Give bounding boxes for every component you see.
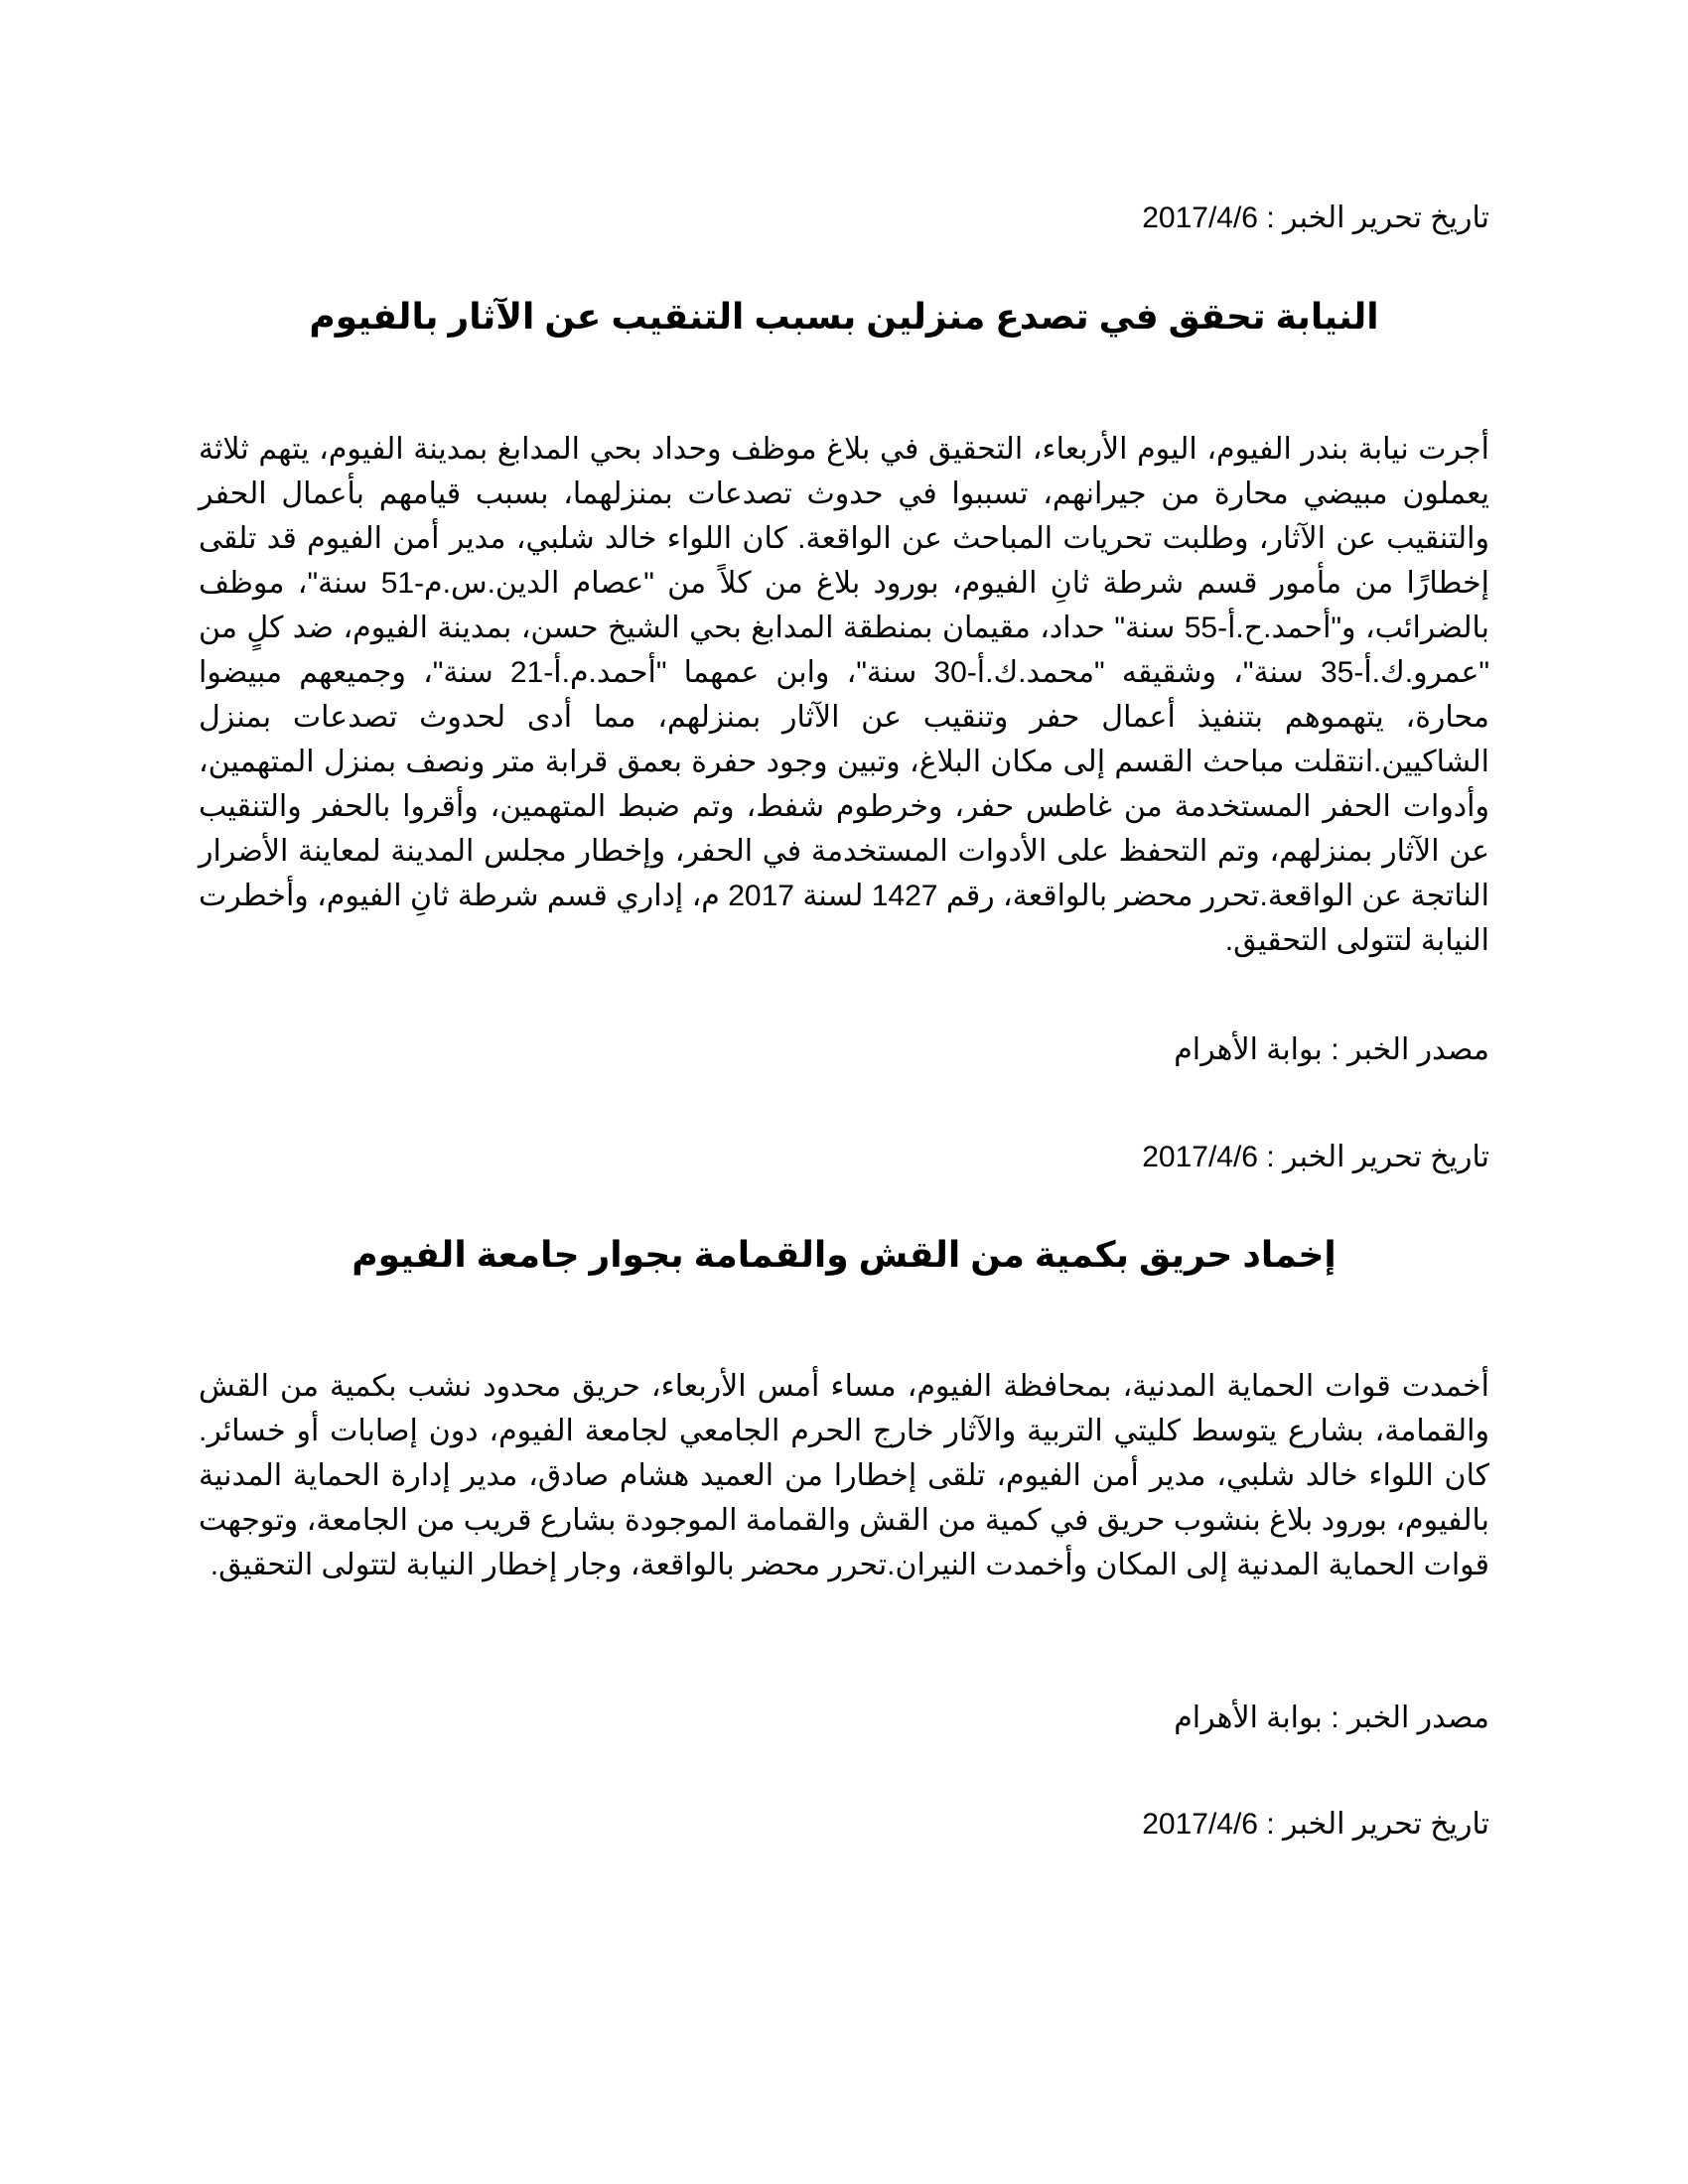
source-value: بوابة الأهرام xyxy=(1174,1033,1323,1066)
article-1-date-line xyxy=(1142,1140,1489,1175)
top-date-line xyxy=(1142,201,1489,236)
date-label: تاريخ تحرير الخبر : xyxy=(1266,1141,1489,1173)
date-label: تاريخ تحرير الخبر : xyxy=(1266,1808,1489,1841)
article-1-source-line xyxy=(1174,1032,1489,1068)
source-label: مصدر الخبر : xyxy=(1331,1033,1489,1066)
article-2-body: أخمدت قوات الحماية المدنية، بمحافظة الفيوم، مساء أمس الأربعاء، حريق محدود نشب بكمية من القش والقمامة، بشارع يتوسط كليتي التربية والآثار خارج الحرم الجامعي لجامعة الفيوم، دون إصابات أو خسائر. كان اللواء خالد شلبي، مدير أمن الفيوم، تلقى إخطارا من العميد هشام صادق، مدير إدارة الحماية المدنية بالفيوم، بورود بلاغ بنشوب حريق في كمية من القش والقمامة الموجودة بشارع قريب من الجامعة، وتوجهت قوات الحماية المدنية إلى المكان وأخمدت النيران.تحرر محضر بالواقعة، وجار إخطار النيابة لتتولى التحقيق. xyxy=(199,1370,1489,1581)
article-2-source-line xyxy=(1174,1701,1489,1736)
source-value: بوابة الأهرام xyxy=(1174,1702,1323,1734)
article-2-date-line xyxy=(1142,1807,1489,1843)
article-1-headline: النيابة تحقق في تصدع منزلين بسبب التنقيب عن الآثار بالفيوم xyxy=(309,296,1379,337)
date-value: 2017/4/6 xyxy=(1142,1141,1258,1173)
article-1-body: أجرت نيابة بندر الفيوم، اليوم الأربعاء، التحقيق في بلاغ موظف وحداد بحي المدابغ بمدينة الفيوم، يتهم ثلاثة يعملون مبيضي محارة من جيرانهم، تسببوا في حدوث تصدعات بمنزلهما، بسبب قيامهم بأعمال الحفر والتنقيب عن الآثار، وطلبت تحريات المباحث عن الواقعة. كان اللواء خالد شلبي، مدير أمن الفيوم قد تلقى إخطارًا من مأمور قسم شرطة ثانِ الفيوم، بورود بلاغ من كلاً من "عصام الدين.س.م-51 سنة"، موظف بالضرائب، و"أحمد.ح.أ-55 سنة" حداد، مقيمان بمنطقة المدابغ بحي الشيخ حسن، بمدينة الفيوم، ضد كلٍ من "عمرو.ك.أ-35 سنة"، وشقيقه "محمد.ك.أ-30 سنة"، وابن عمهما "أحمد.م.أ-21 سنة"، وجميعهم مبيضوا محارة، يتهموهم بتنفيذ أعمال حفر وتنقيب عن الآثار بمنزلهم، مما أدى لحدوث تصدعات بمنزل الشاكيين.انتقلت مباحث القسم إلى مكان البلاغ، وتبين وجود حفرة بعمق قرابة متر ونصف بمنزل المتهمين، وأدوات الحفر المستخدمة من غاطس حفر، وخرطوم شفط، وتم ضبط المتهمين، وأقروا بالحفر والتنقيب عن الآثار بمنزلهم، وتم التحفظ على الأدوات المستخدمة في الحفر، وإخطار مجلس المدينة لمعاينة الأضرار الناتجة عن الواقعة.تحرر محضر بالواقعة، رقم 1427 لسنة 2017 م، إداري قسم شرطة ثانِ الفيوم، وأخطرت النيابة لتتولى التحقيق. xyxy=(199,433,1490,957)
article-2-headline: إخماد حريق بكمية من القش والقمامة بجوار جامعة الفيوم xyxy=(352,1234,1336,1275)
source-label: مصدر الخبر : xyxy=(1331,1702,1489,1734)
date-label: تاريخ تحرير الخبر : xyxy=(1266,202,1489,234)
date-value: 2017/4/6 xyxy=(1142,1808,1258,1841)
date-value: 2017/4/6 xyxy=(1142,202,1258,234)
